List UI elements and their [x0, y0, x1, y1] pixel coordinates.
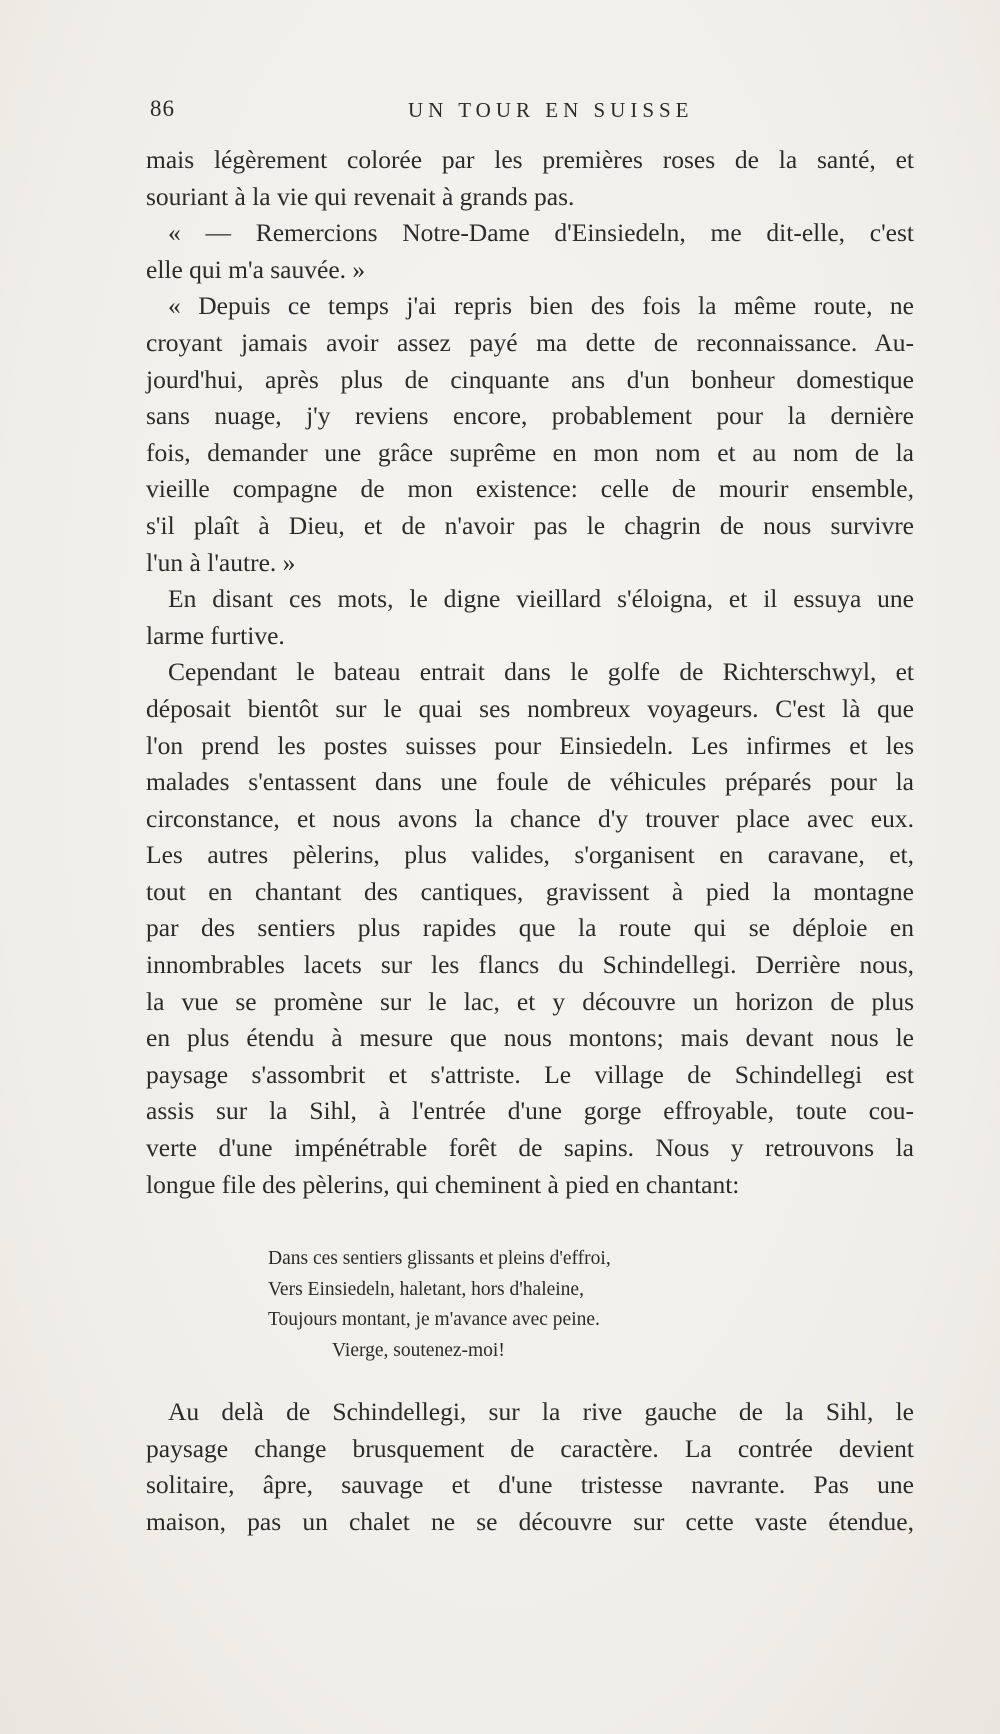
text-line: Au delà de Schindellegi, sur la rive gauche de la Sihl, le	[168, 1397, 914, 1426]
text-line: mais légèrement colorée par les premières roses de la santé, et	[146, 145, 914, 174]
text-line: fois, demander une grâce suprême en mon nom et au nom de la	[146, 437, 914, 467]
text-line: « Depuis ce temps j'ai repris bien des fois la même route, ne	[168, 291, 914, 321]
text-line: longue file des pèlerins, qui cheminent à pied en chantant:	[146, 1169, 740, 1199]
text-line: jourd'hui, après plus de cinquante ans d'un bonheur domestique	[146, 364, 914, 394]
text-line: malades s'entassent dans une foule de véhicules préparés pour la	[146, 767, 914, 797]
verse-block	[268, 1244, 728, 1366]
verse-line: Toujours montant, je m'avance avec peine.	[268, 1309, 600, 1330]
text-line: maison, pas un chalet ne se découvre sur cette vaste étendue,	[146, 1506, 914, 1536]
text-line: l'un à l'autre. »	[146, 547, 296, 577]
text-line: Les autres pèlerins, plus valides, s'organisent en caravane, et,	[146, 840, 914, 870]
body-text-top	[146, 142, 914, 1203]
text-line: elle qui m'a sauvée. »	[146, 254, 366, 284]
text-line: innombrables lacets sur les flancs du Schindellegi. Derrière nous,	[146, 950, 914, 980]
running-title: UN TOUR EN SUISSE	[408, 98, 694, 122]
page-number: 86	[150, 96, 175, 121]
text-line: sans nuage, j'y reviens encore, probablement pour la dernière	[146, 401, 914, 431]
page-header	[150, 96, 910, 126]
text-line: s'il plaît à Dieu, et de n'avoir pas le chagrin de nous survivre	[146, 510, 914, 540]
text-line: circonstance, et nous avons la chance d'y trouver place avec eux.	[146, 803, 914, 833]
body-text-bottom	[146, 1394, 914, 1540]
text-line: solitaire, âpre, sauvage et d'une tristesse navrante. Pas une	[146, 1470, 914, 1500]
text-line: paysage change brusquement de caractère. La contrée devient	[146, 1433, 914, 1463]
text-line: verte d'une impénétrable forêt de sapins. Nous y retrouvons la	[146, 1133, 914, 1163]
text-line: « — Remercions Notre-Dame d'Einsiedeln, me dit-elle, c'est	[168, 218, 914, 248]
text-line: croyant jamais avoir assez payé ma dette de reconnaissance. Au-	[146, 327, 914, 357]
text-line: la vue se promène sur le lac, et y découvre un horizon de plus	[146, 986, 914, 1016]
verse-line: Vers Einsiedeln, haletant, hors d'haleine,	[268, 1278, 584, 1300]
text-line: paysage s'assombrit et s'attriste. Le village de Schindellegi est	[146, 1059, 914, 1089]
verse-refrain: Vierge, soutenez-moi!	[332, 1339, 505, 1361]
text-line: par des sentiers plus rapides que la route qui se déploie en	[146, 913, 914, 943]
text-line: Cependant le bateau entrait dans le golfe de Richterschwyl, et	[168, 657, 914, 687]
text-line: larme furtive.	[146, 620, 285, 650]
text-line: en plus étendu à mesure que nous montons; mais devant nous le	[146, 1023, 914, 1053]
text-line: l'on prend les postes suisses pour Einsiedeln. Les infirmes et les	[146, 730, 914, 760]
text-line: assis sur la Sihl, à l'entrée d'une gorge effroyable, toute cou-	[146, 1096, 914, 1126]
text-line: souriant à la vie qui revenait à grands pas.	[146, 181, 575, 211]
verse-line: Dans ces sentiers glissants et pleins d'effroi,	[268, 1248, 611, 1269]
text-line: vieille compagne de mon existence: celle de mourir ensemble,	[146, 474, 914, 504]
text-line: tout en chantant des cantiques, gravissent à pied la montagne	[146, 876, 914, 906]
text-line: En disant ces mots, le digne vieillard s'éloigna, et il essuya une	[168, 584, 914, 614]
text-line: déposait bientôt sur le quai ses nombreux voyageurs. C'est là que	[146, 693, 914, 723]
